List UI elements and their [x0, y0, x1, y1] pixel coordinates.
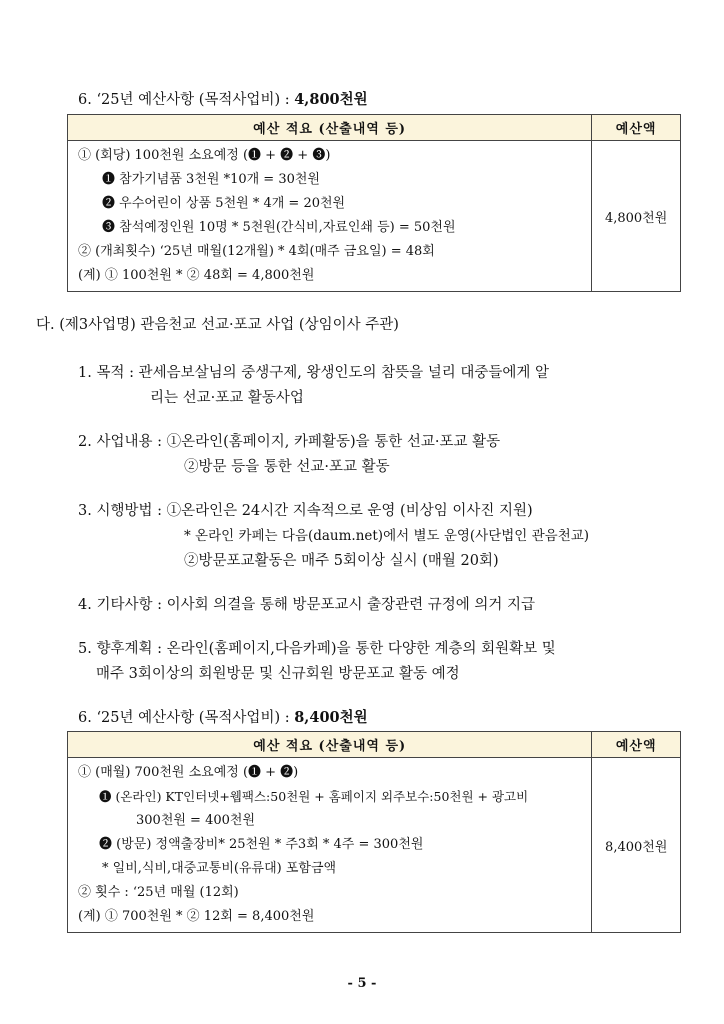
budget-a-detail-cell	[68, 141, 592, 292]
item-content: 2. 사업내용 : ①온라인(홈페이지, 카페활동)을 통한 선교·포교 활동	[78, 434, 501, 450]
budget-b-line: ② 횟수 : ‘25년 매월 (12회)	[78, 885, 239, 900]
page-number: - 5 -	[347, 976, 377, 991]
budget-a-line: (계) ① 100천원 * ② 48회 = 4,800천원	[78, 268, 315, 283]
section-title: 다. (제3사업명) 관음천교 선교·포교 사업 (상임이사 주관)	[36, 317, 399, 333]
budget-b-header-amount: 예산액	[592, 732, 681, 758]
item-method-cont2: ②방문포교활동은 매주 5회이상 실시 (매월 20회)	[184, 553, 499, 569]
item-method-cont: * 온라인 카페는 다음(daum.net)에서 별도 운영(사단법인 관음천교)	[184, 528, 590, 544]
budget-b-title: 6. ‘25년 예산사항 (목적사업비) : 8,400천원	[78, 709, 368, 726]
budget-a-table	[67, 114, 681, 292]
budget-b-header-detail: 예산 적요 (산출내역 등)	[68, 732, 592, 758]
budget-a-line: ① (회당) 100천원 소요예정 (❶ + ❷ + ❸)	[78, 148, 331, 163]
budget-a-line: ❸ 참석예정인원 10명 * 5천원(간식비,자료인쇄 등) = 50천원	[102, 220, 456, 235]
budget-b-line: * 일비,식비,대중교통비(유류대) 포함금액	[102, 861, 337, 876]
budget-a-line: ② (개최횟수) ‘25년 매월(12개월) * 4회(매주 금요일) = 48회	[78, 244, 435, 259]
budget-a-header-detail: 예산 적요 (산출내역 등)	[68, 115, 592, 141]
item-method: 3. 시행방법 : ①온라인은 24시간 지속적으로 운영 (비상임 이사진 지원)	[78, 503, 533, 519]
budget-a-line: ❷ 우수어린이 상품 5천원 * 4개 = 20천원	[102, 196, 346, 211]
budget-a-title: 6. ‘25년 예산사항 (목적사업비) : 4,800천원	[78, 91, 368, 108]
budget-b-line: (계) ① 700천원 * ② 12회 = 8,400천원	[78, 909, 315, 924]
budget-b-amount: 8,400천원	[592, 758, 681, 933]
item-content-cont: ②방문 등을 통한 선교·포교 활동	[184, 459, 390, 475]
item-other: 4. 기타사항 : 이사회 의결을 통해 방문포교시 출장관련 규정에 의거 지급	[78, 597, 536, 613]
budget-b-line: 300천원 = 400천원	[136, 813, 256, 828]
item-plan: 5. 향후계획 : 온라인(홈페이지,다음카페)을 통한 다양한 계층의 회원확보 및	[78, 641, 556, 657]
budget-a-header-amount: 예산액	[592, 115, 681, 141]
budget-a-amount: 4,800천원	[592, 141, 681, 292]
item-purpose: 1. 목적 : 관세음보살님의 중생구제, 왕생인도의 참뜻을 널리 대중들에게 알	[78, 365, 550, 381]
budget-b-line: ① (매월) 700천원 소요예정 (❶ + ❷)	[78, 765, 299, 780]
budget-b-line: ❶ (온라인) KT인터넷+웹팩스:50천원 + 홈페이지 외주보수:50천원 + 광고비	[99, 789, 529, 804]
budget-b-detail-cell	[68, 758, 592, 933]
item-purpose-cont: 리는 선교·포교 활동사업	[150, 390, 304, 406]
budget-a-line: ❶ 참가기념품 3천원 *10개 = 30천원	[102, 172, 320, 187]
budget-b-line: ❷ (방문) 정액출장비* 25천원 * 주3회 * 4주 = 300천원	[99, 837, 424, 852]
item-plan-cont: 매주 3회이상의 회원방문 및 신규회원 방문포교 활동 예정	[96, 666, 460, 682]
budget-b-table	[67, 731, 681, 933]
